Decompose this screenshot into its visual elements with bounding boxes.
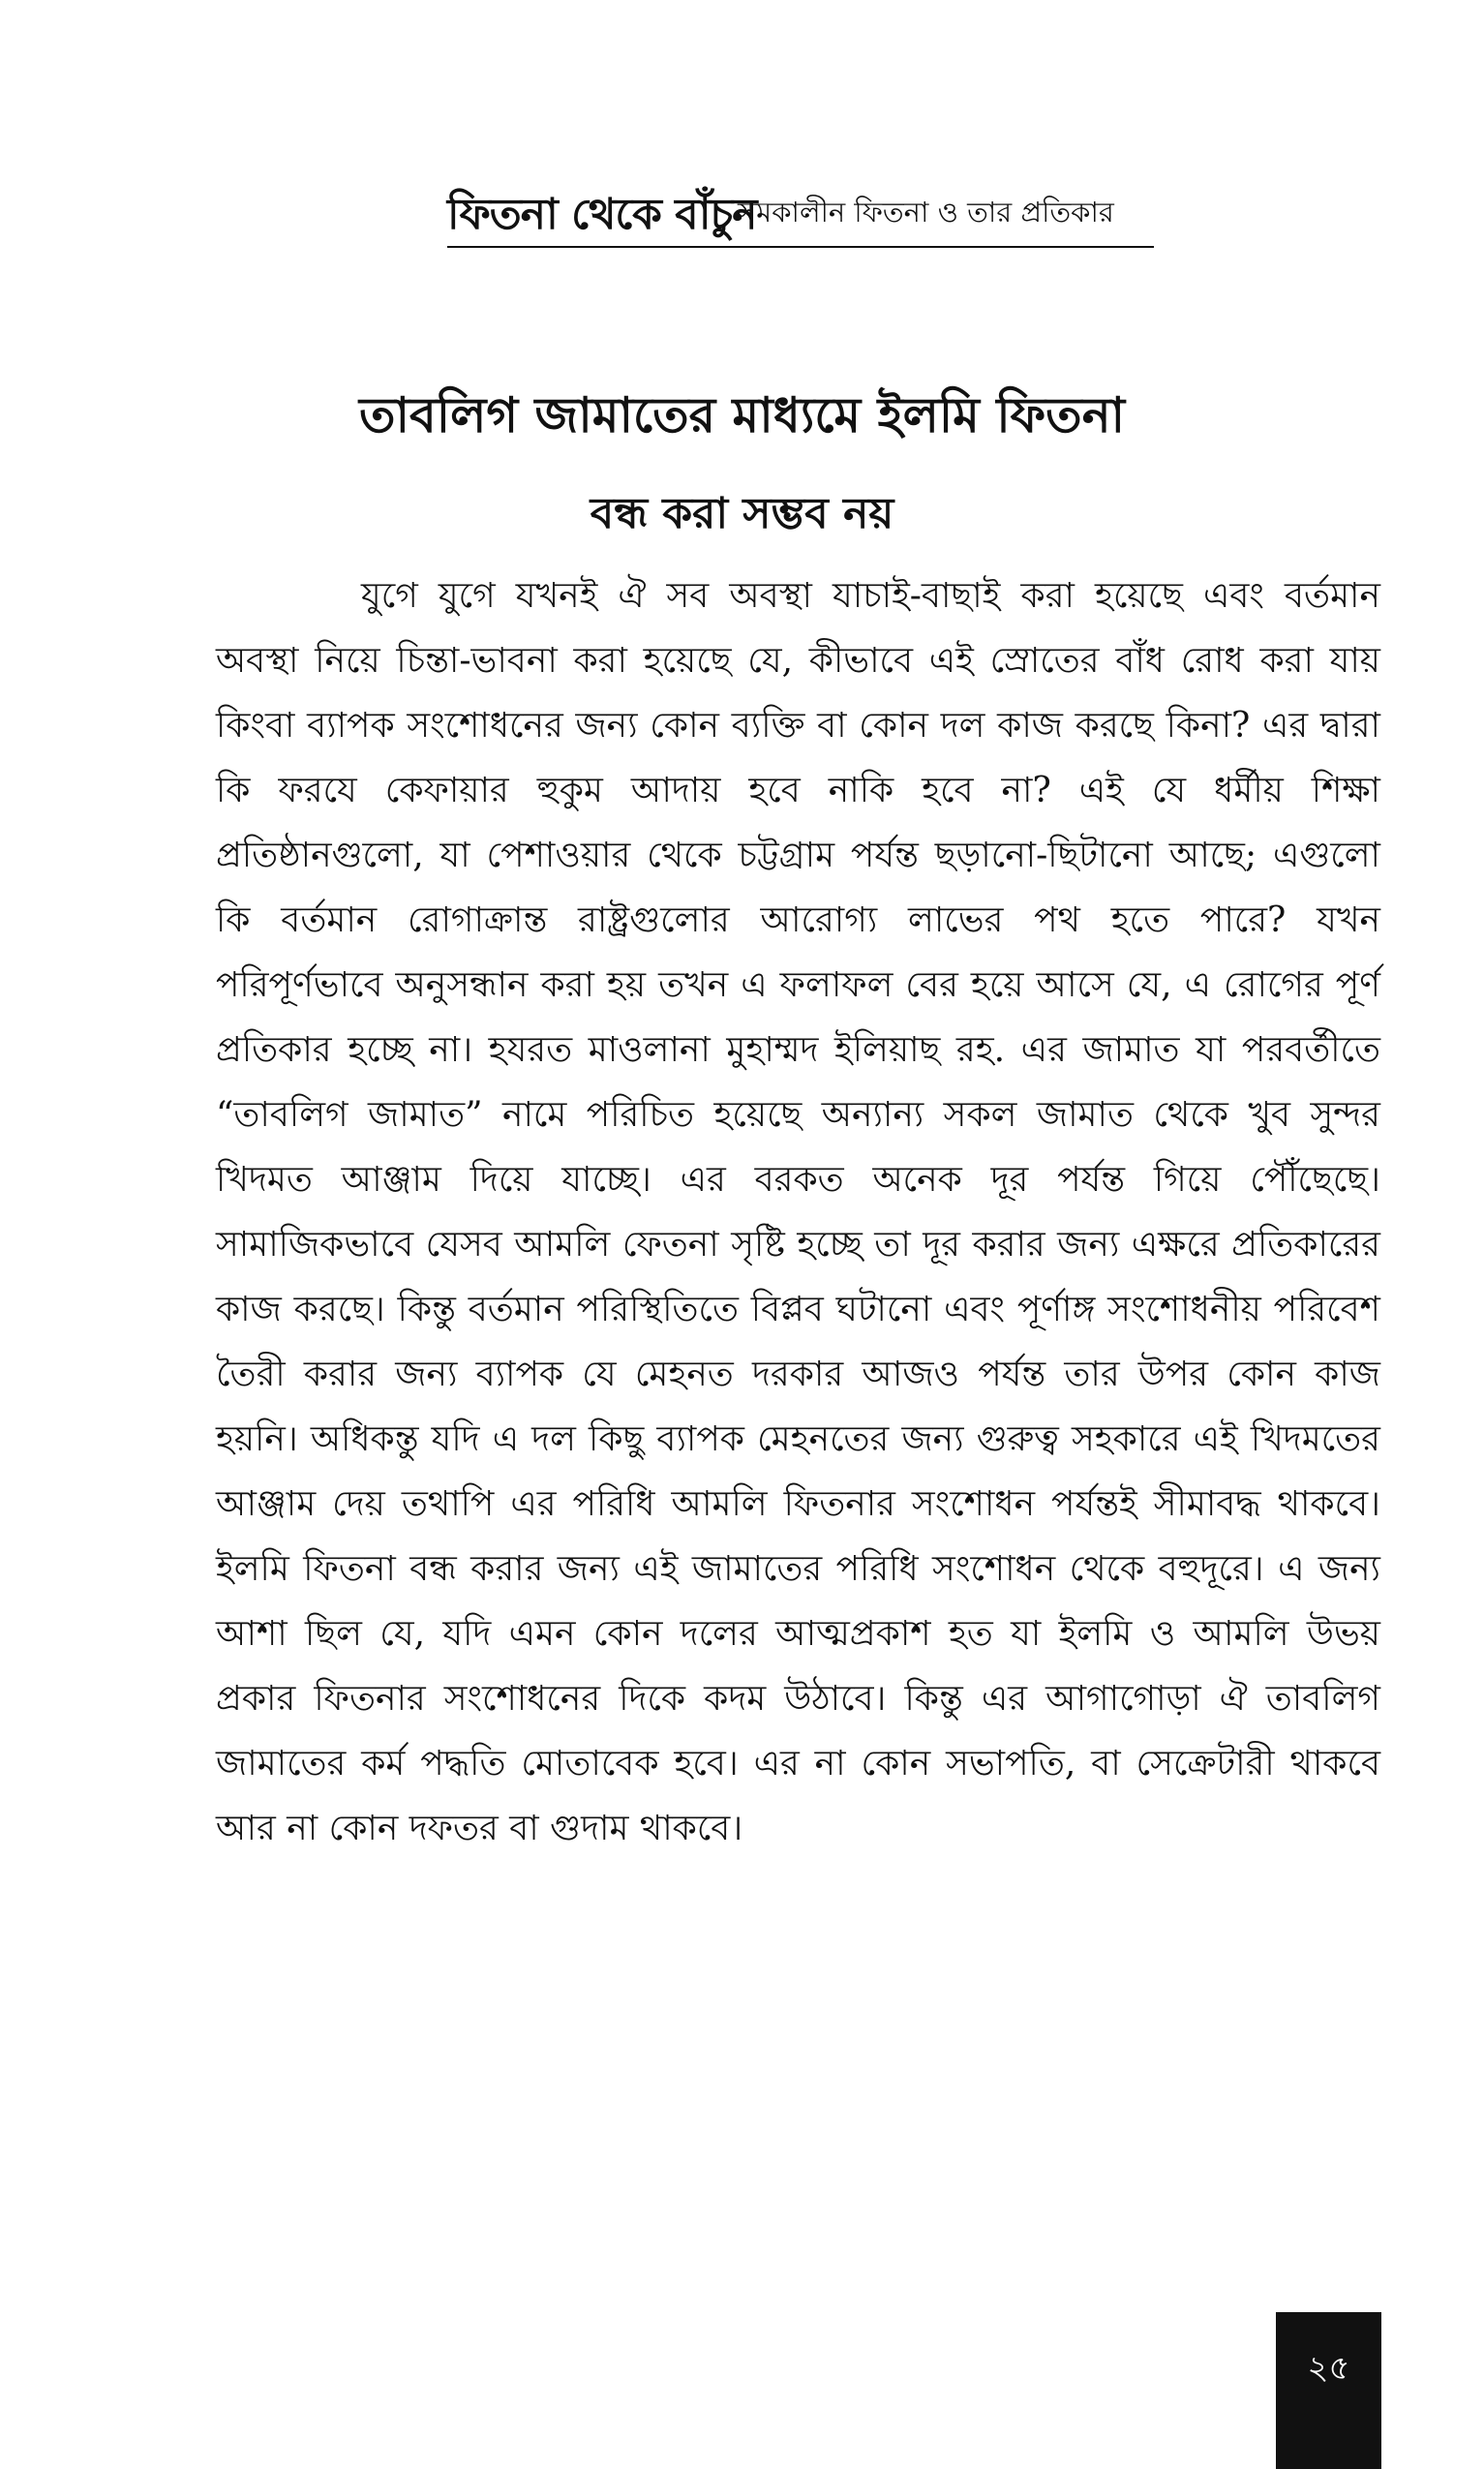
chapter-heading-line-1: তাবলিগ জামাতের মাধ্যমে ইলমি ফিতনা [358,387,1126,443]
book-title: ফিতনা থেকে বাঁচুন [447,190,757,239]
page-number: ২৫ [1307,2349,1350,2388]
chapter-heading-line-2: বন্ধ করা সম্ভব নয় [590,489,894,538]
book-subtitle: সমকালীন ফিতনা ও তার প্রতিকার [738,196,1114,229]
body-paragraph: যুগে যুগে যখনই ঐ সব অবস্থা যাচাই-বাছাই করা হয়েছে এবং বর্তমান অবস্থা নিয়ে চিন্তা-ভাবনা করা হয়েছে যে, কীভাবে এই স্রোতের বাঁধ রোধ করা যায় কিংবা ব্যাপক সংশোধনের জন্য কোন ব্যক্তি বা কোন দল কাজ করছে কিনা? এর দ্বারা কি ফরযে কেফায়ার হুকুম আদায় হবে নাকি হবে না? এই যে ধর্মীয় শিক্ষা প্রতিষ্ঠানগুলো, যা পেশাওয়ার থেকে চট্টগ্রাম পর্যন্ত ছড়ানো-ছিটানো আছে; এগুলো কি বর্তমান রোগাক্রান্ত রাষ্ট্রগুলোর আরোগ্য লাভের পথ হতে পারে? যখন পরিপূর্ণভাবে অনুসন্ধান করা হয় তখন এ ফলাফল বের হয়ে আসে যে, এ রোগের পূর্ণ প্রতিকার হচ্ছে না। হযরত মাওলানা মুহাম্মদ ইলিয়াছ রহ. এর জামাত যা পরবর্তীতে “তাবলিগ জামাত” নামে পরিচিত হয়েছে অন্যান্য সকল জামাত থেকে খুব সুন্দর খিদমত আঞ্জাম দিয়ে যাচ্ছে। এর বরকত অনেক দূর পর্যন্ত গিয়ে পৌঁছেছে। সামাজিকভাবে যেসব আমলি ফেতনা সৃষ্টি হচ্ছে তা দূর করার জন্য এক্ষরে প্রতিকারের কাজ করছে। কিন্তু বর্তমান পরিস্থিতিতে বিপ্লব ঘটানো এবং পূর্ণাঙ্গ সংশোধনীয় পরিবেশ তৈরী করার জন্য ব্যাপক যে মেহনত দরকার আজও পর্যন্ত তার উপর কোন কাজ হয়নি। অধিকন্তু যদি এ দল কিছু ব্যাপক মেহনতের জন্য গুরুত্ব সহকারে এই খিদমতের আঞ্জাম দেয় তথাপি এর পরিধি আমলি ফিতনার সংশোধন পর্যন্তই সীমাবদ্ধ থাকবে। ইলমি ফিতনা বন্ধ করার জন্য এই জামাতের পরিধি সংশোধন থেকে বহুদূরে। এ জন্য আশা ছিল যে, যদি এমন কোন দলের আত্মপ্রকাশ হত যা ইলমি ও আমলি উভয় প্রকার ফিতনার সংশোধনের দিকে কদম উঠাবে। কিন্তু এর আগাগোড়া ঐ তাবলিগ জামাতের কর্ম পদ্ধতি মোতাবেক হবে। এর না কোন সভাপতি, বা সেক্রেটারী থাকবে আর না কোন দফতর বা গুদাম থাকবে। [216,576,1380,1848]
running-header [447,172,1154,252]
header-divider [447,246,1154,248]
page-number-tab [1276,2312,1381,2469]
